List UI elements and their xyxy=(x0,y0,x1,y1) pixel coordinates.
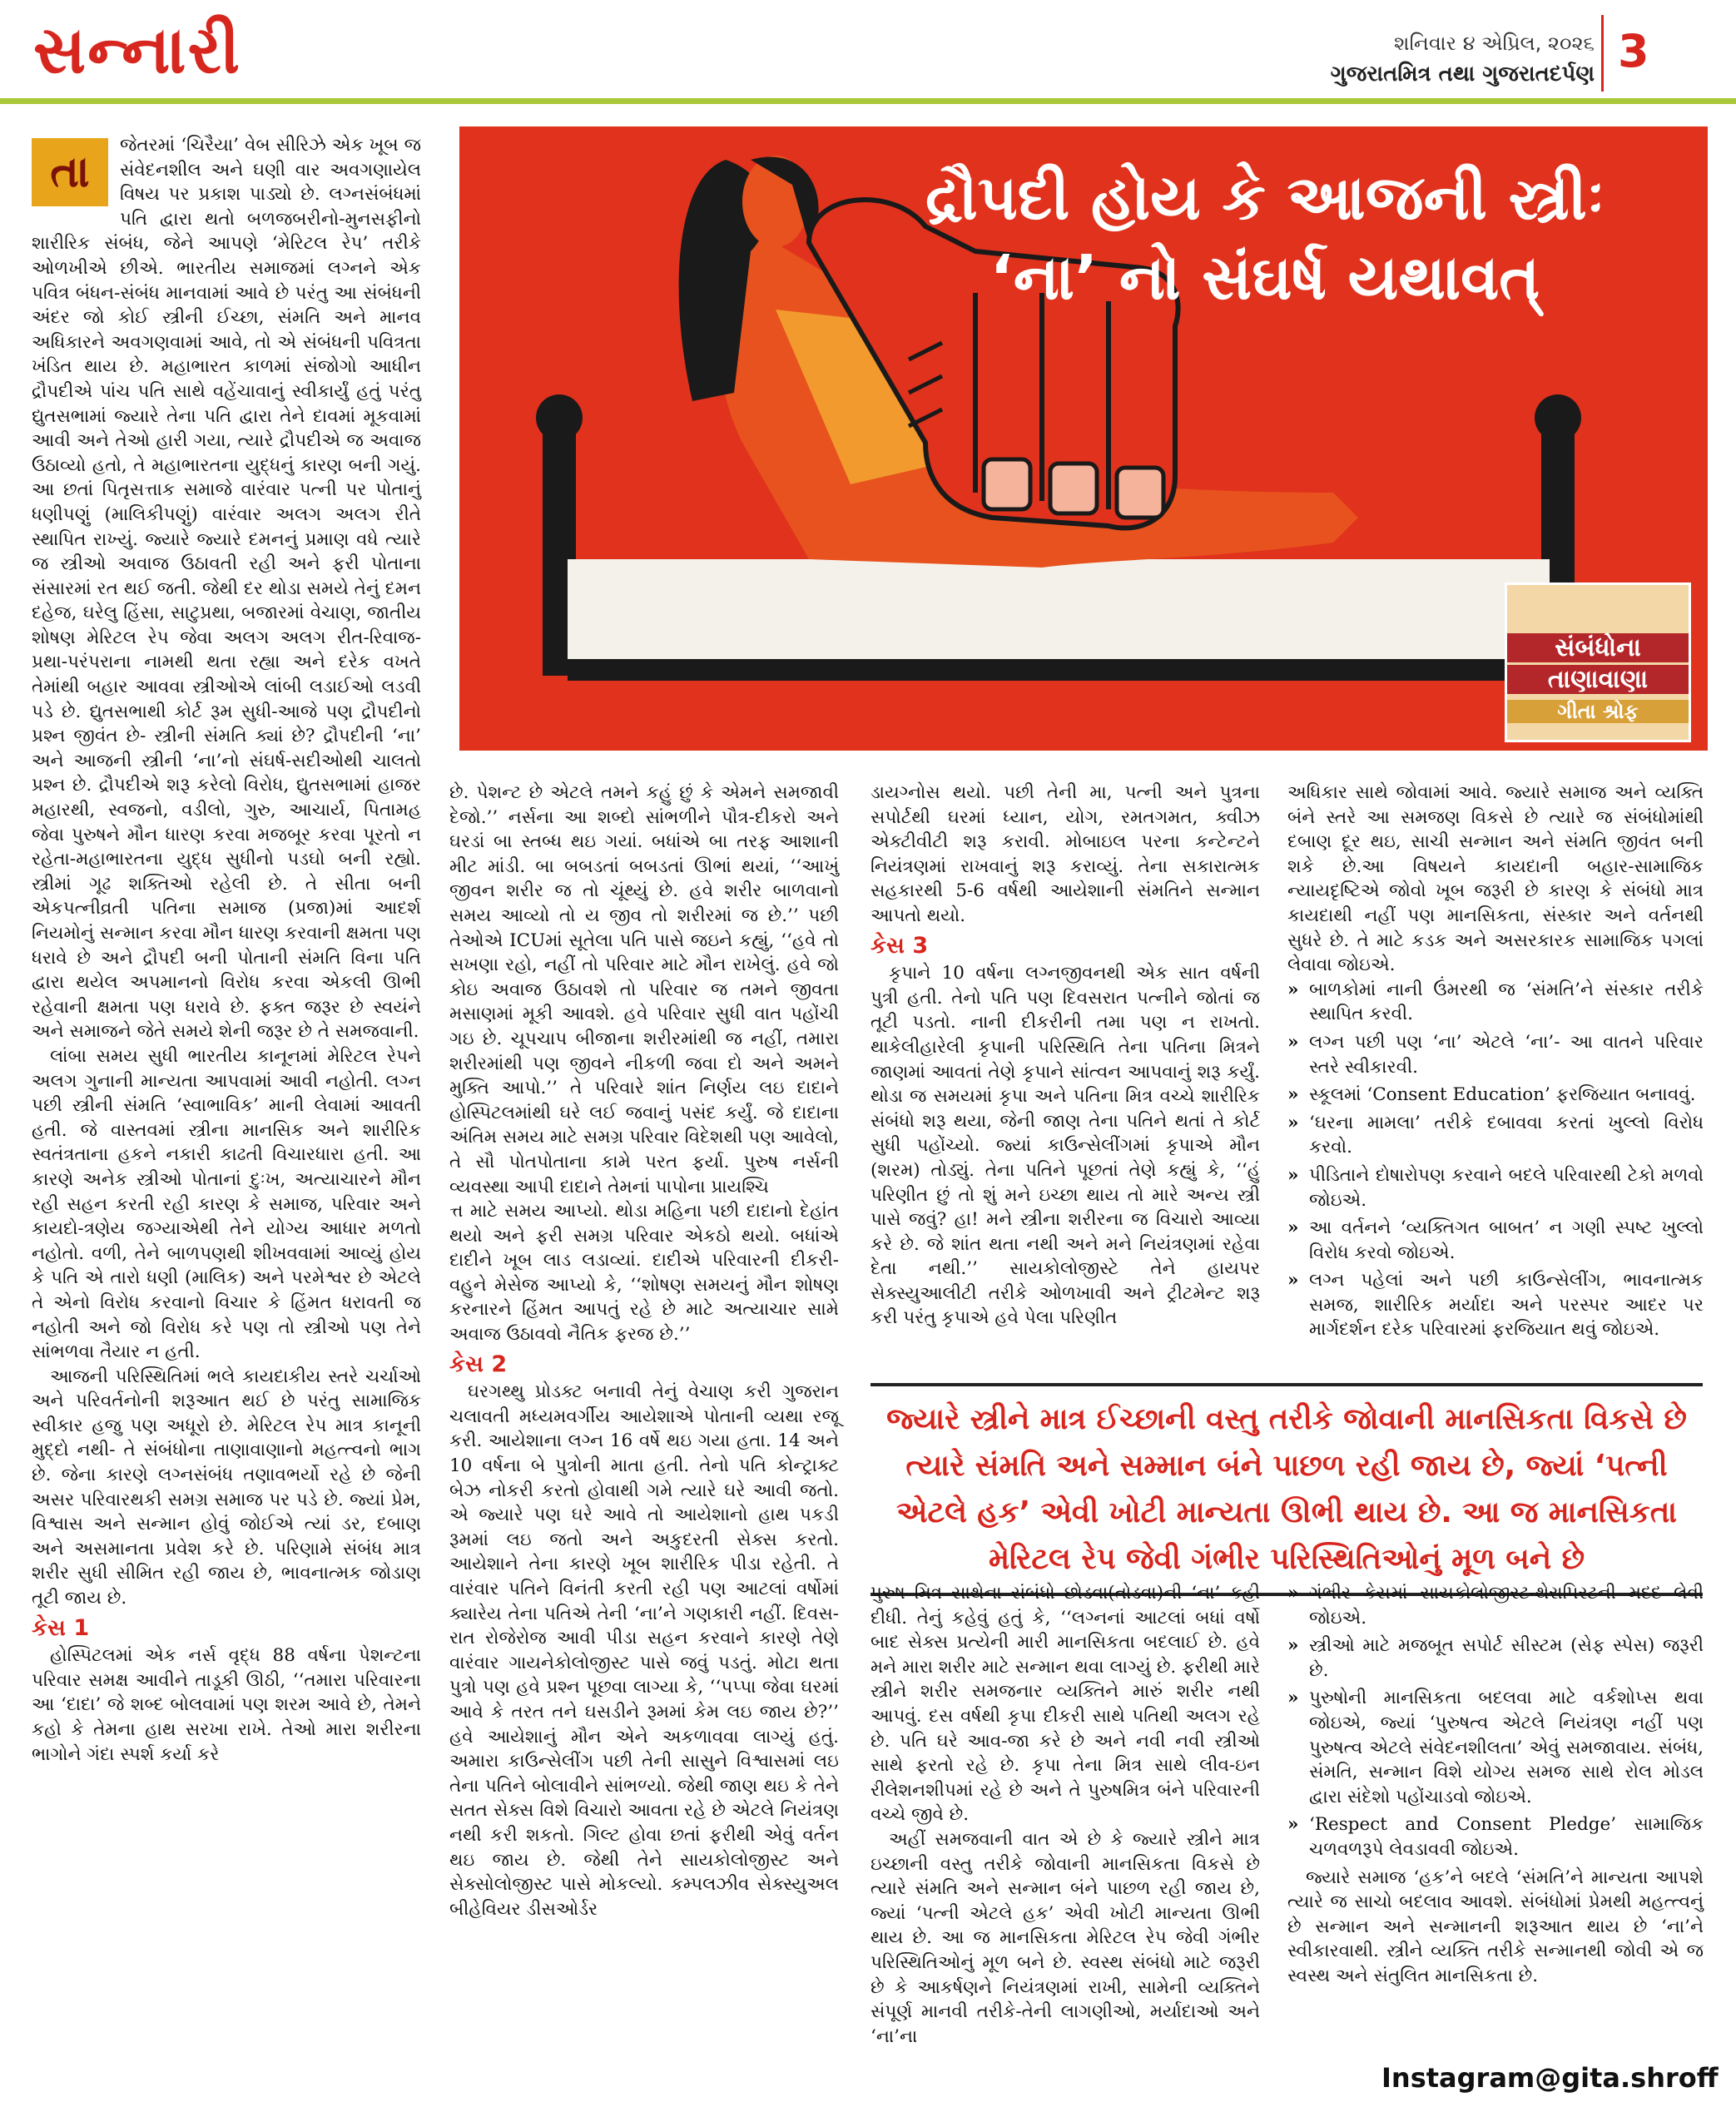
list-item: » ‘Respect and Consent Pledge’ સામાજિક ચળવળરૂપે લેવડાવવી જોઇએ. xyxy=(1287,1812,1704,1862)
article-column-3 xyxy=(870,781,1260,1331)
list-item: » લગ્ન પછી પણ ‘ના’ એટલે ‘ના’- આ વાતને પરિવાર સ્તરે સ્વીકારવી. xyxy=(1287,1030,1704,1079)
column-badge xyxy=(1505,583,1691,742)
hero-headline xyxy=(866,158,1664,318)
author-instagram-handle: Instagram@gita.shroff xyxy=(1381,2062,1719,2094)
list-item: » પુરુષોની માનસિકતા બદલવા માટે વર્કશોપ્સ થવા જોઇએ, જ્યાં ‘પુરુષત્વ એટલે નિયંત્રણ નહીં પણ પુરુષત્વ એટલે સંવેદનશીલતા’ એવું સમજાવાય. સંબંધ, સંમતિ, સન્માન વિશે યોગ્ય સમજ સાથે રોલ મોડલ દ્વારા સંદેશો પહોંચાડવો જોઇએ. xyxy=(1287,1686,1704,1809)
column-name-line1: સંબંધોના xyxy=(1507,633,1689,662)
paragraph: જેતરમાં ‘ચિરૈયા’ વેબ સીરિઝે એક ખૂબ જ સંવેદનશીલ અને ઘણી વાર અવગણાયેલ વિષય પર પ્રકાશ પાડ્યો છે. લગ્નસંબંધમાં પતિ દ્વારા થતો બળજબરીનો-મુનસફીનો શારીરિક સંબંધ, જેને આપણે ‘મેરિટલ રેપ’ તરીકે ઓળખીએ છીએ. ભારતીય સમાજમાં લગ્નને એક પવિત્ર બંધન-સંબંધ માનવામાં આવે છે પરંતુ આ સંબંધની અંદર જો કોઈ સ્ત્રીની ઈચ્છા, સંમતિ અને માનવ અધિકારને અવગણવામાં આવે, તો એ સંબંધની પવિત્રતા ખંડિત થાય છે. મહાભારત કાળમાં સંજોગો આધીન દ્રૌપદીએ પાંચ પતિ સાથે વહેંચાવાનું સ્વીકાર્યું હતું પરંતુ દ્યુતસભામાં જ્યારે તેના પતિ દ્વારા તેને દાવમાં મૂકવામાં આવી અને તેઓ હારી ગયા, ત્યારે દ્રૌપદીએ જ અવાજ ઉઠાવ્યો હતો, તે મહાભારતના યુદ્ધનું કારણ બની ગયું. આ છતાં પિતૃસત્તાક સમાજે વારંવાર પત્ની પર પોતાનું ધણીપણું (માલિકીપણું) વારંવાર અલગ અલગ રીતે સ્થાપિત રાખ્યું. જ્યારે જ્યારે દમનનું પ્રમાણ વધે ત્યારે જ સ્ત્રીઓ અવાજ ઉઠાવતી રહી અને ફરી પોતાના સંસારમાં રત થઈ જતી. જેથી દર થોડા સમયે તેનું દમન દહેજ, ઘરેલુ હિંસા, સાટુપ્રથા, બજારમાં વેચાણ, જાતીય શોષણ મેરિટલ રેપ જેવા અલગ અલગ રીત-રિવાજ-પ્રથા-પરંપરાના નામથી થતા રહ્યા અને દરેક વખતે તેમાંથી બહાર આવવા સ્ત્રીઓએ લાંબી લડાઈઓ લડવી પડે છે. દ્યુતસભાથી કોર્ટ રૂમ સુધી-આજે પણ દ્રૌપદીનો પ્રશ્ન જીવંત છે- સ્ત્રીની સંમતિ ક્યાં છે? દ્રૌપદીની ‘ના’ અને આજની સ્ત્રીની ‘ના’નો સંઘર્ષ-સદીઓથી ચાલતો પ્રશ્ન છે. દ્રૌપદીએ શરૂ કરેલો વિરોધ, દ્યુતસભામાં હાજર મહારથી, સ્વજનો, વડીલો, ગુરુ, આચાર્ય, પિતામહ જેવા પુરુષને મૌન ધારણ કરવા મજબૂર કરવા પૂરતો ન રહેતા-મહાભારતના યુદ્ધ સુધીનો પડઘો બની રહ્યો. સ્ત્રીમાં ગૂઢ શક્તિઓ રહેલી છે. તે સીતા બની એકપત્નીવ્રતી પતિના સમાજ (પ્રજા)માં આદર્શ નિયમોનું સન્માન કરવા મૌન ધારણ કરવાની ક્ષમતા પણ ધરાવે છે અને દ્રૌપદી બની પોતાની સંમતિ વિના પતિ દ્વારા થયેલ અપમાનનો વિરોધ કરવા એકલી ઊભી રહેવાની ક્ષમતા પણ ધરાવે છે. ફક્ત જરૂર છે સ્વયંને અને સમાજને જેતે સમયે શેની જરૂર છે તે સમજવાની. xyxy=(32,135,421,1043)
paragraph: ત્ત માટે સમય આપ્યો. થોડા મહિના પછી દાદાનો દેહાંત થયો અને ફરી સમગ્ર પરિવાર એકઠો થયો. બધાંએ દાદીને ખૂબ લાડ લડાવ્યાં. દાદીએ પરિવારની દીકરી-વહુને મેસેજ આપ્યો કે, ‘‘શોષણ સમયનું મૌન શોષણ કરનારને હિંમત આપતું રહે છે માટે અત્યાચાર સામે અવાજ ઉઠાવવો નૈતિક ફરજ છે.’’ xyxy=(449,1201,839,1346)
paragraph: લાંબા સમય સુધી ભારતીય કાનૂનમાં મેરિટલ રેપને અલગ ગુનાની માન્યતા આપવામાં આવી નહોતી. લગ્ન પછી સ્ત્રીની સંમતિ ‘સ્વાભાવિક’ માની લેવામાં આવતી હતી. જે વાસ્તવમાં સ્ત્રીના માનસિક અને શારીરિક સ્વતંત્રતાના હકને નકારી કાઢતી વિચારધારા હતી. આ કારણે અનેક સ્ત્રીઓ પોતાનાં દુઃખ, અત્યાચારને મૌન રહી સહન કરતી રહી કારણ કે સમાજ, પરિવાર અને કાયદો-ત્રણેય જગ્યાએથી તેને યોગ્ય આધાર મળતો નહોતો. વળી, તેને બાળપણથી શીખવવામાં આવ્યું હોય કે પતિ એ તારો ધણી (માલિક) અને પરમેશ્વર છે એટલે તે એનો વિરોધ કરવાનો વિચાર કે હિંમત ધરાવતી જ નહોતી અને જો વિરોધ કરે પણ તો સ્ત્રીઓ પણ તેને સાંભળવા તૈયાર ન હતી. xyxy=(32,1045,421,1363)
issue-date: શનિવાર ૪ એપ્રિલ, ૨૦૨૬ xyxy=(1394,32,1595,55)
list-item: » આ વર્તનને ‘વ્યક્તિગત બાબત’ ન ગણી સ્પષ્ટ ખુલ્લો વિરોધ કરવો જોઇએ. xyxy=(1287,1216,1704,1265)
drop-cap: તા xyxy=(32,138,108,206)
list-item: » ‘ઘરના મામલા’ તરીકે દબાવવા કરતાં ખુલ્લો વિરોધ કરવો. xyxy=(1287,1111,1704,1160)
paragraph: છે. પેશન્ટ છે એટલે તમને કહું છું કે એમને સમજાવી દેજો.’’ નર્સના આ શબ્દો સાંભળીને પૌત્ર-દીકરો અને ઘરડાં બા સ્તબ્ધ થઇ ગયાં. બધાંએ બા તરફ આશાની મીટ માંડી. બા બબડતાં બબડતાં ઊભાં થયાં, ‘‘આખું જીવન શરીર જ તો ચૂંથ્યું છે. હવે શરીર બાળવાનો સમય આવ્યો તો ય જીવ તો શરીરમાં જ છે.’’ પછી તેઓએ ICUમાં સૂતેલા પતિ પાસે જઇને કહ્યું, ‘‘હવે તો સખણા રહો, નહીં તો પરિવાર માટે મૌન રાખેલું. હવે જો કોઇ અવાજ ઉઠાવશે તો પરિવાર જ તમને જીવતા મસાણમાં મૂકી આવશે. હવે પરિવાર સુધી વાત પહોંચી ગઇ છે. ચૂપચાપ બીજાના શરીરમાંથી જ નહીં, તમારા શરીરમાંથી પણ જીવને નીકળી જવા દો અને અમને મુક્તિ આપો.’’ તે પરિવારે શાંત નિર્ણય લઇ દાદાને હોસ્પિટલમાંથી ઘરે લઈ જવાનું પસંદ કર્યું. જે દાદાના અંતિમ સમય માટે સમગ્ર પરિવાર વિદેશથી પણ આવેલો, તે સૌ પોતપોતાના કામે પરત ફર્યા. પુરુષ નર્સની વ્યવસ્થા આપી દાદાને તેમનાં પાપોના પ્રાયશ્ચિ xyxy=(449,782,839,1197)
article-column-4-lower xyxy=(1287,1581,1704,1989)
case-heading: કેસ 3 xyxy=(870,932,929,959)
list-item: » લગ્ન પહેલાં અને પછી કાઉન્સેલીંગ, ભાવનાત્મક સમજ, શારીરિક મર્યાદા અને પરસ્પર આદર પર માર્ગદર્શન દરેક પરિવારમાં ફરજિયાત થવું જોઇએ. xyxy=(1287,1268,1704,1342)
case-heading: કેસ 2 xyxy=(449,1351,508,1377)
paragraph: કૃપાને 10 વર્ષના લગ્નજીવનથી એક સાત વર્ષની પુત્રી હતી. તેનો પતિ પણ દિવસરાત પત્નીને જોતાં જ તૂટી પડતો. નાની દીકરીની તમા પણ ન રાખતો. થાકેલીહારેલી કૃપાની પરિસ્થિતિ તેના પતિના મિત્રને જાણમાં આવતાં તેણે કૃપાને સાંત્વન આપવાનું શરૂ કર્યું. થોડા જ સમયમાં કૃપા અને પતિના મિત્ર વચ્ચે શારીરિક સંબંધો શરૂ થયા, જેની જાણ તેના પતિને થતાં તે કોર્ટ સુધી પહોંચ્યો. જ્યાં કાઉન્સેલીંગમાં કૃપાએ મૌન (શરમ) તોડ્યું. તેના પતિને પૂછતાં તેણે કહ્યું કે, ‘‘હું પરિણીત છું તો શું મને ઇચ્છા થાય તો મારે અન્ય સ્ત્રી પાસે જવું? હા! મને સ્ત્રીના શરીરના જ વિચારો આવ્યા કરે છે. જે શાંત થતા નથી અને મને નિયંત્રણમાં રહેવા દેતા નથી.’’ સાયકોલોજીસ્ટે તેને હાયપર સેક્સ્યુઆલીટી તરીકે ઓળખાવી અને ટ્રીટમેન્ટ શરૂ કરી પરંતુ કૃપાએ હવે પેલા પરિણીત xyxy=(870,963,1260,1329)
recommendations-list-2 xyxy=(1287,1581,1704,1862)
paragraph: હોસ્પિટલમાં એક નર્સ વૃદ્ધ 88 વર્ષના પેશન્ટના પરિવાર સમક્ષ આવીને તાડૂકી ઊઠી, ‘‘તમારા પરિવારના આ ‘દાદા’ જે શબ્દ બોલવામાં પણ શરમ આવે છે, તેમને કહો કે તેમના હાથ સરખા રાખે. તેઓ મારા શરીરના ભાગોને ગંદા સ્પર્શ કર્યા કરે xyxy=(32,1645,421,1765)
header-rule xyxy=(0,98,1736,104)
column-author: ગીતા શ્રોફ xyxy=(1507,700,1689,723)
article-column-1 xyxy=(32,133,421,1767)
header-divider xyxy=(1601,15,1604,92)
column-name-line2: તાણાવાણા xyxy=(1507,665,1689,694)
pull-quote: જ્યારે સ્ત્રીને માત્ર ઈચ્છાની વસ્તુ તરીકે જોવાની માનસિકતા વિકસે છે ત્યારે સંમતિ અને સમ્માન બંને પાછળ રહી જાય છે, જ્યાં ‘પત્ની એટલે હક’ એવી ખોટી માન્યતા ઊભી થાય છે. આ જ માનસિકતા મેરિટલ રેપ જેવી ગંભીર પરિસ્થિતિઓનું મૂળ બને છે xyxy=(870,1383,1703,1596)
list-item: » પીડિતાને દોષારોપણ કરવાને બદલે પરિવારથી ટેકો મળવો જોઇએ. xyxy=(1287,1163,1704,1212)
article-column-3-lower xyxy=(870,1581,1260,2049)
paragraph: આજની પરિસ્થિતિમાં ભલે કાયદાકીય સ્તરે ચર્ચાઓ અને પરિવર્તનોની શરૂઆત થઈ છે પરંતુ સામાજિક સ્વીકાર હજુ પણ અધૂરો છે. મેરિટલ રેપ માત્ર કાનૂની મુદ્દો નથી- તે સંબંધોના તાણાવાણાનો મહત્ત્વનો ભાગ છે. જેના કારણે લગ્નસંબંધ તણાવભર્યો રહે છે જેની અસર પરિવારથકી સમગ્ર સમાજ પર પડે છે. જ્યાં પ્રેમ, વિશ્વાસ અને સન્માન હોવું જોઈએ ત્યાં ડર, દબાણ અને અસમાનતા પ્રવેશ કરે છે. પરિણામે સંબંધ માત્ર શરીર સુધી સીમિત રહી જાય છે, ભાવનાત્મક જોડાણ તૂટી જાય છે. xyxy=(32,1366,421,1609)
headline-line-2: ‘ના’ નો સંઘર્ષ યથાવત્‌ xyxy=(990,242,1540,314)
paragraph: ઘરગથ્થુ પ્રોડક્ટ બનાવી તેનું વેચાણ કરી ગુજરાન ચલાવતી મધ્યમવર્ગીય આયેશાએ પોતાની વ્યથા રજૂ કરી. આયેશાના લગ્ન 16 વર્ષે થઇ ગયા હતા. 14 અને 10 વર્ષના બે પુત્રોની માતા હતી. તેનો પતિ કોન્ટ્રાક્ટ બેઝ નોકરી કરતો હોવાથી ગમે ત્યારે ઘરે આવી જતો. એ જ્યારે પણ ઘરે આવે તો આયેશાનો હાથ પકડી રૂમમાં લઇ જતો અને અકુદરતી સેક્સ કરતો. આયેશાને તેના કારણે ખૂબ શારીરિક પીડા રહેતી. તે વારંવાર પતિને વિનંતી કરતી રહી પણ આટલાં વર્ષોમાં ક્યારેય તેના પતિએ તેની ‘ના’ને ગણકારી નહીં. દિવસ-રાત રોજેરોજ આવી પીડા સહન કરવાને કારણે તેણે વારંવાર ગાયનેકોલોજીસ્ટ પાસે જવું પડતું. મોટા થતા પુત્રો પણ હવે પ્રશ્ન પૂછવા લાગ્યા કે, ‘‘પપ્પા જેવા ઘરમાં આવે કે તરત તને ઘસડીને રૂમમાં કેમ લઇ જાય છે?’’ હવે આયેશાનું મૌન એને અકળાવવા લાગ્યું હતું. અમારા કાઉન્સેલીંગ પછી તેની સાસુને વિશ્વાસમાં લઇ તેના પતિને બોલાવીને સાંભળ્યો. જેથી જાણ થઇ કે તેને સતત સેક્સ વિશે વિચારો આવતા રહે છે એટલે નિયંત્રણ નથી કરી શકતો. ગિલ્ટ હોવા છતાં ફરીથી એવું વર્તન થઇ જાય છે. જેથી તેને સાયકોલોજીસ્ટ અને સેક્સોલોજીસ્ટ પાસે મોકલ્યો. કમ્પલઝીવ સેક્સ્યુઅલ બીહેવિયર ડીસઓર્ડર xyxy=(449,1381,839,1920)
list-item: » બાળકોમાં નાની ઉંમરથી જ ‘સંમતિ’ને સંસ્કાર તરીકે સ્થાપિત કરવી. xyxy=(1287,978,1704,1027)
page-number: 3 xyxy=(1618,25,1649,77)
headline-line-1: દ્રૌપદી હોય કે આજની સ્ત્રીઃ xyxy=(925,162,1605,234)
case-heading: કેસ 1 xyxy=(32,1614,90,1641)
paragraph: ડાયગ્નોસ થયો. પછી તેની મા, પત્ની અને પુત્રના સપોર્ટથી ઘરમાં ધ્યાન, યોગ, રમતગમત, ક્વીઝ એક્ટીવીટી શરૂ કરાવી. મોબાઇલ પરના કન્ટેન્ટને નિયંત્રણમાં રાખવાનું શરૂ કરાવ્યું. તેના સકારાત્મક સહકારથી 5-6 વર્ષથી આયેશાની સંમતિને સન્માન આપતો થયો. xyxy=(870,782,1260,926)
list-item: » સ્ત્રીઓ માટે મજબૂત સપોર્ટ સીસ્ટમ (સેફ સ્પેસ) જરૂરી છે. xyxy=(1287,1634,1704,1683)
paragraph: પુરુષ મિત્ર સાથેના સંબંધો છોડવા(તોડવા)ની ‘ના’ કહી દીધી. તેનું કહેવું હતું કે, ‘‘લગ્નનાં આટલાં બધાં વર્ષો બાદ સેક્સ પ્રત્યેની મારી માનસિકતા બદલાઈ છે. હવે મને મારા શરીર માટે સન્માન થવા લાગ્યું છે. ફરીથી મારે સ્ત્રીને શરીર સમજનાર વ્યક્તિને મારું શરીર નથી આપવું. દસ વર્ષથી કૃપા દીકરી સાથે પતિથી અલગ રહે છે. પતિ ઘરે આવ-જા કરે છે અને નવી નવી સ્ત્રીઓ સાથે ફરતો રહે છે. કૃપા તેના મિત્ર સાથે લીવ-ઇન રીલેશનશીપમાં રહે છે અને તે પુરુષમિત્ર બંને પરિવારની વચ્ચે જીવે છે. xyxy=(870,1583,1260,1826)
publication-name: ગુજરાતમિત્ર તથા ગુજરાતદર્પણ xyxy=(1330,62,1595,87)
list-item: » સ્કૂલમાં ‘Consent Education’ ફરજિયાત બનાવવું. xyxy=(1287,1083,1704,1108)
newspaper-section-logo: સન્નારી xyxy=(33,13,242,88)
recommendations-list xyxy=(1287,978,1704,1342)
paragraph: અધિકાર સાથે જોવામાં આવે. જ્યારે સમાજ અને વ્યક્તિ બંને સ્તરે આ સમજણ વિકસે છે ત્યારે જ સંબંધોમાંથી દબાણ દૂર થઇ, સાચી સન્માન અને સંમતિ જીવંત બની શકે છે.આ વિષયને કાયદાની બહાર-સામાજિક ન્યાયદૃષ્ટિએ જોવો ખૂબ જરૂરી છે કારણ કે સંબંધો માત્ર કાયદાથી નહીં પણ માનસિકતા, સંસ્કાર અને વર્તનથી સુધરે છે. તે માટે કડક અને અસરકારક સામાજિક પગલાં લેવાવા જોઇએ. xyxy=(1287,782,1704,976)
article-column-2 xyxy=(449,781,839,1921)
list-item: » ગંભીર કેસમાં સાયકોલોજીસ્ટ-થેરાપિસ્ટની મદદ લેવી જોઇએ. xyxy=(1287,1581,1704,1630)
article-column-4 xyxy=(1287,781,1704,1346)
closing-paragraph: જ્યારે સમાજ ‘હક’ને બદલે ‘સંમતિ’ને માન્યતા આપશે ત્યારે જ સાચો બદલાવ આવશે. સંબંધોમાં પ્રેમથી મહત્ત્વનું છે સન્માન અને સન્માનની શરૂઆત થાય છે ‘ના’ને સ્વીકારવાથી. સ્ત્રીને વ્યક્તિ તરીકે સન્માનથી જોવી એ જ સ્વસ્થ અને સંતુલિત માનસિકતા છે. xyxy=(1287,1867,1704,1986)
paragraph: અહીં સમજવાની વાત એ છે કે જ્યારે સ્ત્રીને માત્ર ઇચ્છાની વસ્તુ તરીકે જોવાની માનસિકતા વિકસે છે ત્યારે સંમતિ અને સન્માન બંને પાછળ રહી જાય છે, જ્યાં ‘પત્ની એટલે હક’ એવી ખોટી માન્યતા ઊભી થાય છે. આ જ માનસિકતા મેરિટલ રેપ જેવી ગંભીર પરિસ્થિતિઓનું મૂળ બને છે. સ્વસ્થ સંબંધો માટે જરૂરી છે કે આકર્ષણને નિયંત્રણમાં રાખી, સામેની વ્યક્તિને સંપૂર્ણ માનવી તરીકે-તેની લાગણીઓ, મર્યાદાઓ અને ‘ના’ના xyxy=(870,1828,1260,2047)
